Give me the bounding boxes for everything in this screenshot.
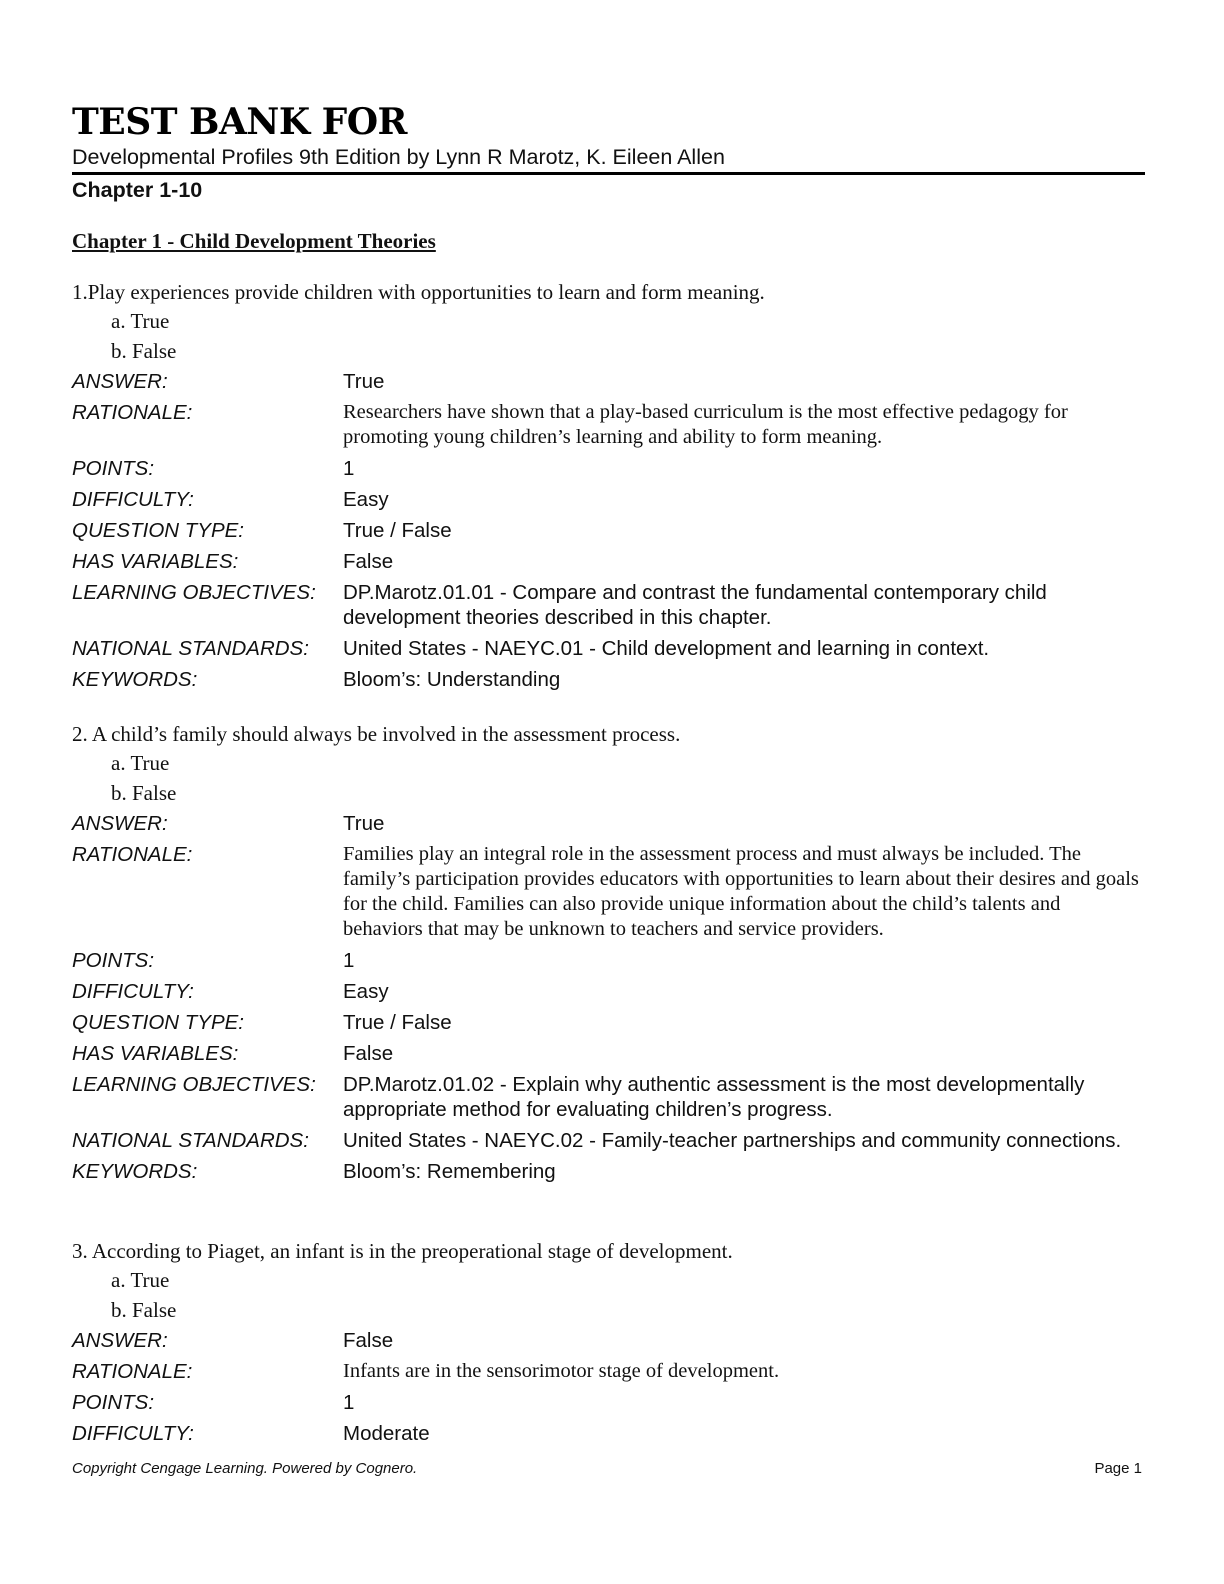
rationale-label: RATIONALE: <box>72 843 193 866</box>
difficulty-value: Moderate <box>343 1422 430 1445</box>
option-b: b. False <box>111 781 177 805</box>
option-a: a. True <box>111 1268 170 1292</box>
chapter-range: Chapter 1-10 <box>72 178 203 202</box>
rationale-row <box>72 839 1145 945</box>
learning-objectives-row <box>72 577 1145 633</box>
option-a: a. True <box>111 309 170 333</box>
question-text: 2. A child’s family should always be involved in the assessment process. <box>72 722 681 746</box>
national-standards-label: NATIONAL STANDARDS: <box>72 637 309 660</box>
answer-value: True <box>343 370 385 393</box>
question-3 <box>72 1237 1145 1449</box>
points-label: POINTS: <box>72 949 155 972</box>
option-b: b. False <box>111 1298 177 1322</box>
document-title: TEST BANK FOR <box>72 101 407 143</box>
rationale-value: Researchers have shown that a play-based curriculum is the most effective pedagogy for promoting young children’s learning and ability to form meaning. <box>343 401 1068 448</box>
option-b: b. False <box>111 339 177 363</box>
has-variables-value: False <box>343 550 394 573</box>
learning-objectives-value: DP.Marotz.01.01 - Compare and contrast the fundamental contemporary child development theories described in this chapter. <box>343 581 1047 629</box>
question-1 <box>72 278 1145 695</box>
question-type-value: True / False <box>343 519 452 542</box>
question-text: 1.Play experiences provide children with opportunities to learn and form meaning. <box>72 280 765 304</box>
national-standards-row <box>72 633 1145 664</box>
points-row <box>72 1387 1145 1418</box>
difficulty-row <box>72 976 1145 1007</box>
document-header <box>72 100 1145 205</box>
difficulty-label: DIFFICULTY: <box>72 980 194 1003</box>
question-2 <box>72 720 1145 1187</box>
has-variables-label: HAS VARIABLES: <box>72 1042 239 1065</box>
learning-objectives-row <box>72 1069 1145 1125</box>
points-row <box>72 453 1145 484</box>
has-variables-row <box>72 546 1145 577</box>
question-type-label: QUESTION TYPE: <box>72 1011 244 1034</box>
difficulty-label: DIFFICULTY: <box>72 1422 194 1445</box>
chapter-heading: Chapter 1 - Child Development Theories <box>72 229 436 253</box>
page-number: Page 1 <box>1094 1460 1142 1477</box>
keywords-label: KEYWORDS: <box>72 1160 198 1183</box>
difficulty-label: DIFFICULTY: <box>72 488 194 511</box>
option-a: a. True <box>111 751 170 775</box>
book-subtitle: Developmental Profiles 9th Edition by Lynn R Marotz, K. Eileen Allen <box>72 144 1145 175</box>
answer-label: ANSWER: <box>72 370 168 393</box>
question-text: 3. According to Piaget, an infant is in the preoperational stage of development. <box>72 1239 733 1263</box>
points-label: POINTS: <box>72 457 155 480</box>
points-value: 1 <box>343 1391 355 1414</box>
answer-label: ANSWER: <box>72 1329 168 1352</box>
national-standards-value: United States - NAEYC.01 - Child development and learning in context. <box>343 637 990 660</box>
points-row <box>72 945 1145 976</box>
difficulty-value: Easy <box>343 980 389 1003</box>
answer-label: ANSWER: <box>72 812 168 835</box>
page-footer <box>72 1459 1142 1479</box>
difficulty-value: Easy <box>343 488 389 511</box>
rationale-value: Families play an integral role in the assessment process and must always be included. The family’s participation provides educators with opportunities to learn about their desires and goals for the child. Families can also provide unique information about the child’s talents and behaviors that may be unknown to teachers and service providers. <box>343 843 1139 940</box>
points-value: 1 <box>343 457 355 480</box>
answer-row <box>72 808 1145 839</box>
rationale-value: Infants are in the sensorimotor stage of development. <box>343 1360 780 1382</box>
points-label: POINTS: <box>72 1391 155 1414</box>
keywords-label: KEYWORDS: <box>72 668 198 691</box>
learning-objectives-value: DP.Marotz.01.02 - Explain why authentic assessment is the most developmentally appropriate method for evaluating children’s progress. <box>343 1073 1085 1121</box>
has-variables-value: False <box>343 1042 394 1065</box>
question-type-row <box>72 1007 1145 1038</box>
learning-objectives-label: LEARNING OBJECTIVES: <box>72 581 316 604</box>
question-type-value: True / False <box>343 1011 452 1034</box>
question-type-label: QUESTION TYPE: <box>72 519 244 542</box>
learning-objectives-label: LEARNING OBJECTIVES: <box>72 1073 316 1096</box>
difficulty-row <box>72 1418 1145 1449</box>
answer-value: True <box>343 812 385 835</box>
keywords-value: Bloom’s: Remembering <box>343 1160 556 1183</box>
rationale-row <box>72 397 1145 453</box>
keywords-row <box>72 1156 1145 1187</box>
answer-value: False <box>343 1329 394 1352</box>
national-standards-value: United States - NAEYC.02 - Family-teacher partnerships and community connections. <box>343 1129 1122 1152</box>
has-variables-label: HAS VARIABLES: <box>72 550 239 573</box>
rationale-label: RATIONALE: <box>72 401 193 424</box>
difficulty-row <box>72 484 1145 515</box>
has-variables-row <box>72 1038 1145 1069</box>
national-standards-row <box>72 1125 1145 1156</box>
keywords-row <box>72 664 1145 695</box>
national-standards-label: NATIONAL STANDARDS: <box>72 1129 309 1152</box>
rationale-label: RATIONALE: <box>72 1360 193 1383</box>
keywords-value: Bloom’s: Understanding <box>343 668 561 691</box>
points-value: 1 <box>343 949 355 972</box>
rationale-row <box>72 1356 1145 1387</box>
question-type-row <box>72 515 1145 546</box>
answer-row <box>72 1325 1145 1356</box>
copyright-notice: Copyright Cengage Learning. Powered by Cognero. <box>72 1460 418 1477</box>
answer-row <box>72 366 1145 397</box>
